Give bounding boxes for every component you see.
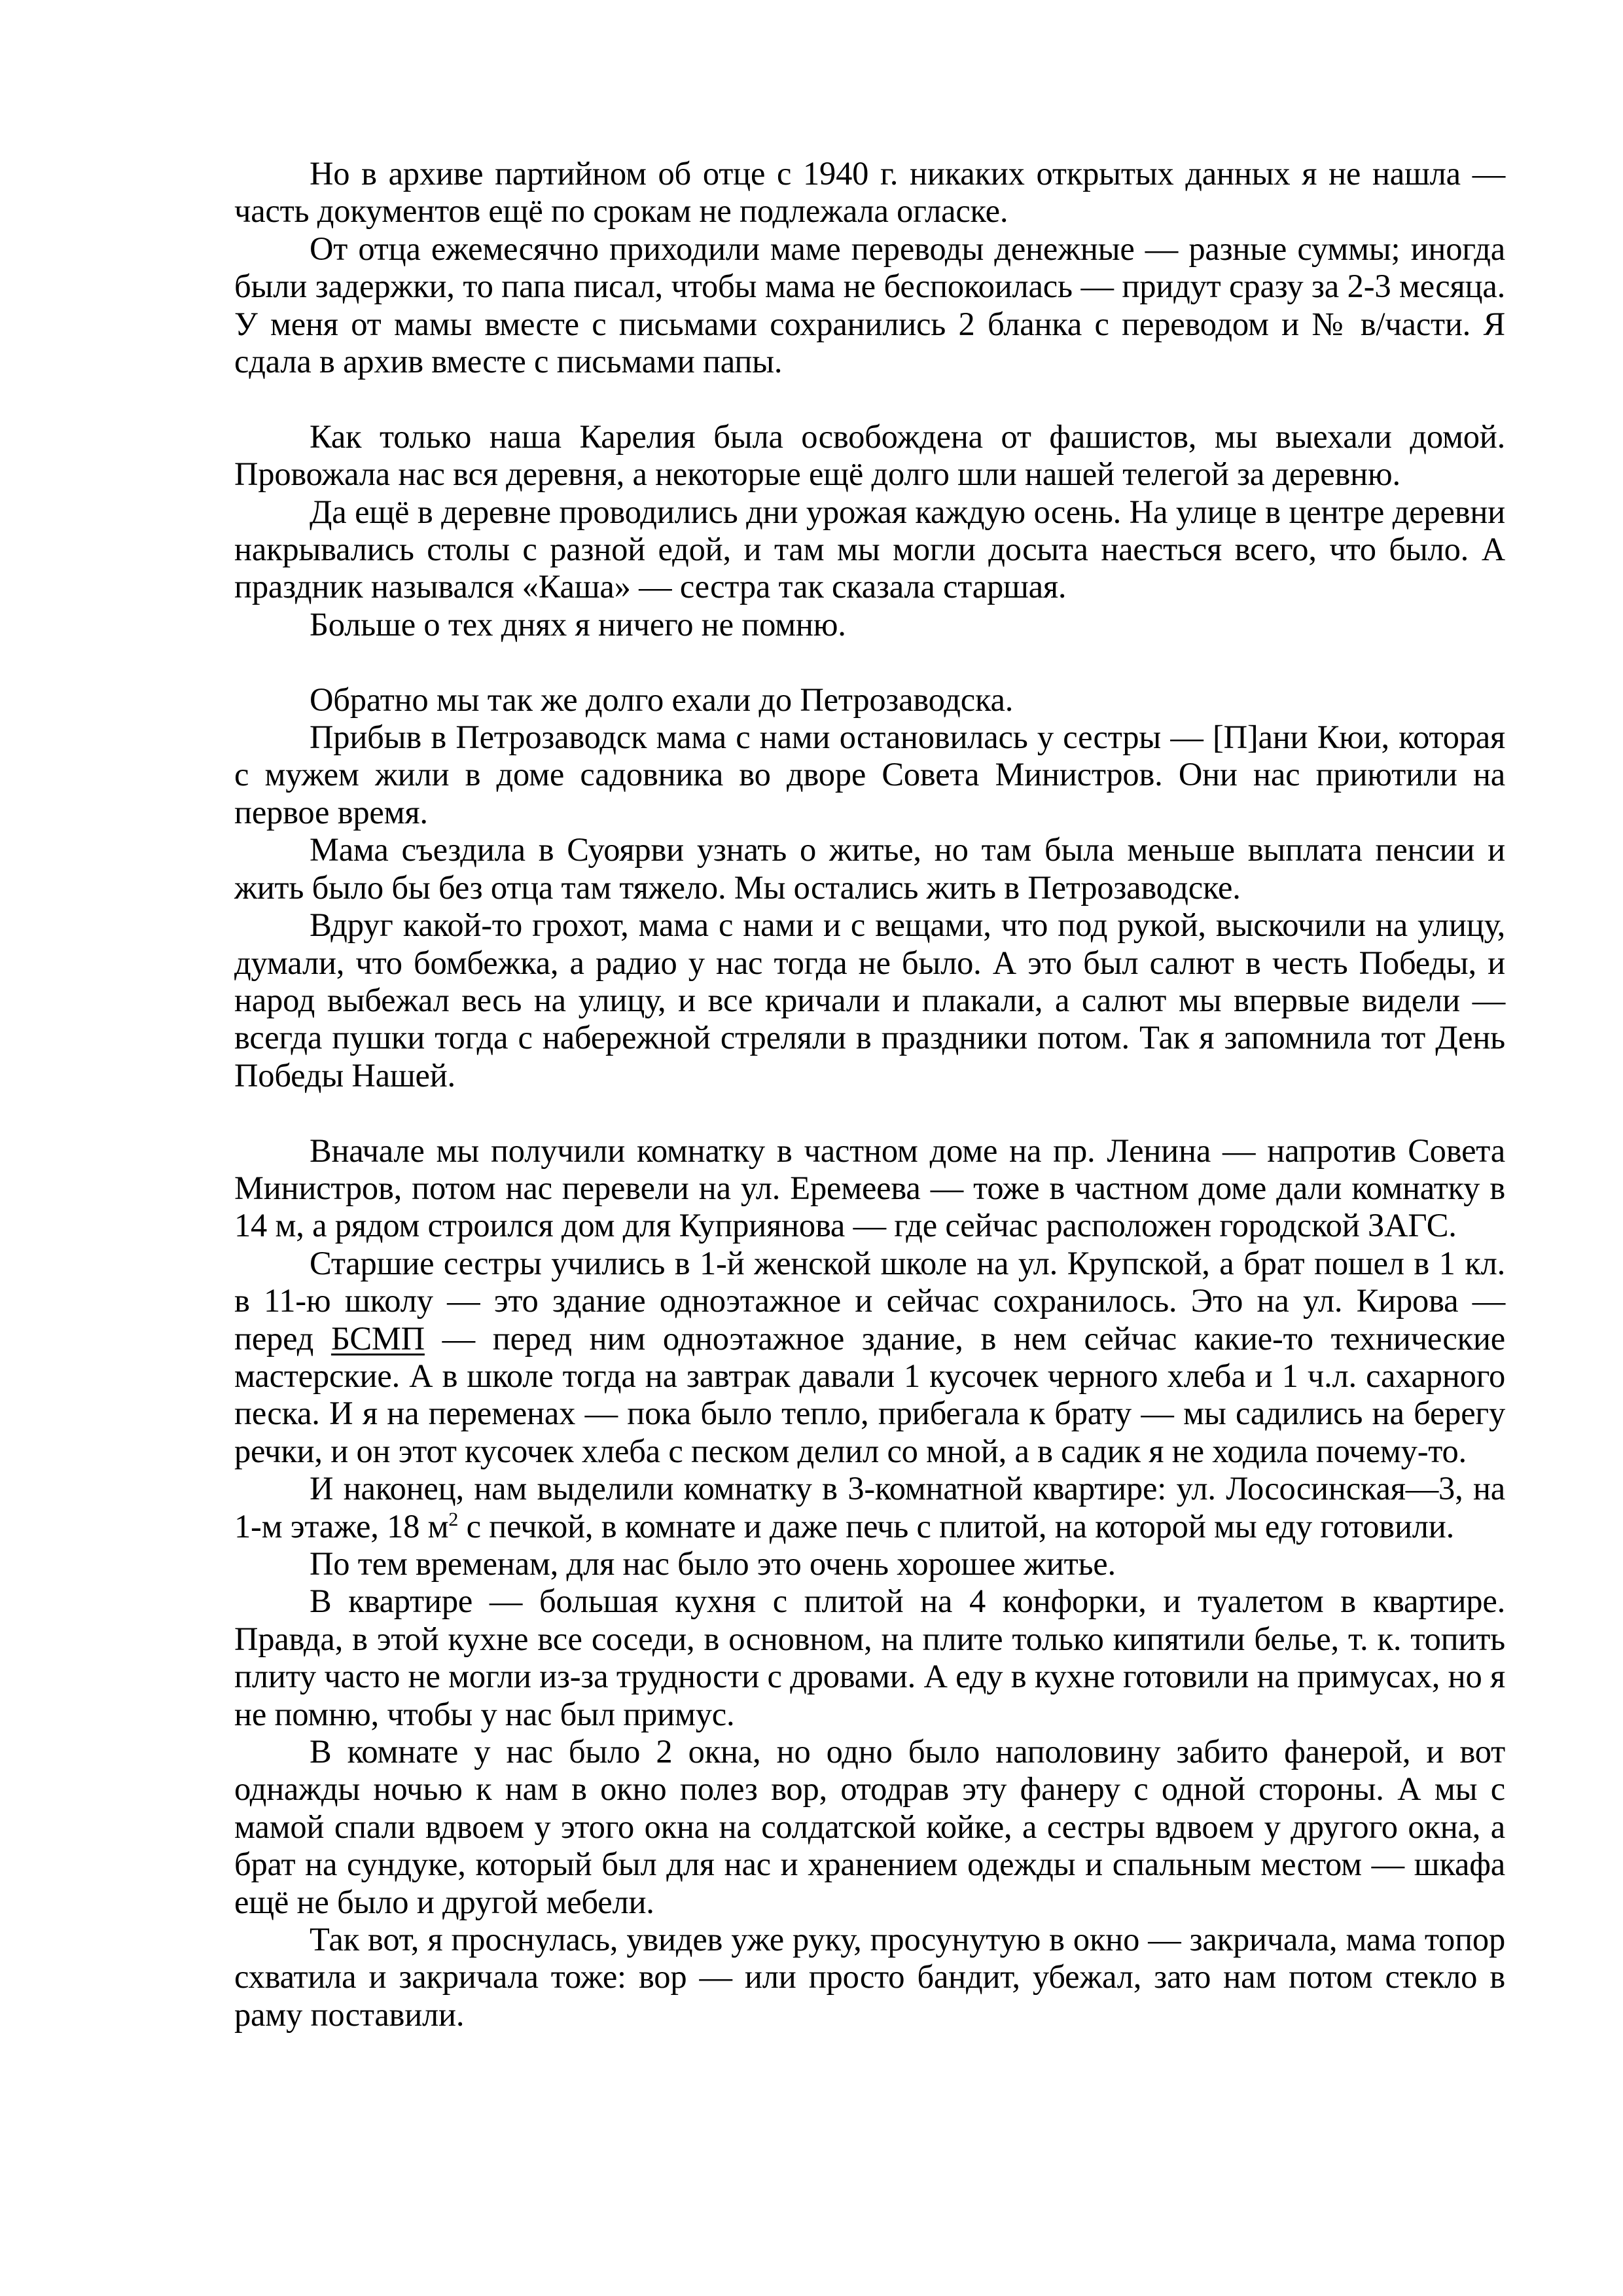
paragraph-karelia-liberated: Как только наша Карелия была освобождена от фашистов, мы выехали домой. Провожала нас вся деревня, а некоторые ещё долго шли нашей телегой за деревню. bbox=[234, 418, 1505, 493]
paragraph-harvest-days: Да ещё в деревне проводились дни урожая каждую осень. На улице в центре деревни накрывались столы с разной едой, и там мы могли досыта наесться всего, что было. А праздник назывался «Каша» — сестра так сказала старшая. bbox=[234, 493, 1505, 605]
paragraph-apartment-text-after: с печкой, в комнате и даже печь с плитой, на которой мы еду готовили. bbox=[458, 1507, 1455, 1545]
document-body bbox=[234, 155, 1505, 2034]
blank-line bbox=[234, 643, 1505, 681]
square-meter-superscript: 2 bbox=[448, 1508, 459, 1530]
paragraph-school bbox=[234, 1245, 1505, 1470]
paragraph-thief: Так вот, я проснулась, увидев уже руку, просунутую в окно — закричала, мама топор схватила и закричала тоже: вор — или просто бандит, убежал, зато нам потом стекло в раму поставили. bbox=[234, 1921, 1505, 2033]
paragraph-two-windows: В комнате у нас было 2 окна, но одно было наполовину забито фанерой, и вот однажды ночью к нам в окно полез вор, отодрав эту фанеру с одной стороны. А мы с мамой спали вдвоем у этого окна на солдатской койке, а сестры вдвоем у другого окна, а брат на сундуке, который был для нас и хранением одежды и спальным местом — шкафа ещё не было и другой мебели. bbox=[234, 1733, 1505, 1920]
paragraph-kitchen: В квартире — большая кухня с плитой на 4 конфорки, и туалетом в квартире. Правда, в этой кухне все соседи, в основном, на плите только кипятили белье, т. к. топить плиту часто не могли из-за трудности с дровами. А еду в кухне готовили на примусах, но я не помню, чтобы у нас был примус. bbox=[234, 1583, 1505, 1732]
paragraph-money-transfers: От отца ежемесячно приходили маме переводы денежные — разные суммы; иногда были задержки, то папа писал, чтобы мама не беспокоилась — придут сразу за 2-3 месяца. У меня от мамы вместе с письмами сохранились 2 бланка с переводом и № в/части. Я сдала в архив вместе с письмами папы. bbox=[234, 230, 1505, 380]
blank-line bbox=[234, 380, 1505, 418]
paragraph-school-text-after: — перед ним одноэтажное здание, в нем сейчас какие-то технические мастерские. А в школе тогда на завтрак давали 1 кусочек черного хлеба и 1 ч.л. сахарного песка. И я на переменах — пока было тепло, прибегала к брату — мы садились на берегу речки, и он этот кусочек хлеба с песком делил со мной, а в садик я не ходила почему-то. bbox=[234, 1319, 1505, 1469]
paragraph-first-room: Вначале мы получили комнатку в частном доме на пр. Ленина — напротив Совета Министров, потом нас перевели на ул. Еремеева — тоже в частном доме дали комнатку в 14 м, а рядом строился дом для Куприянова — где сейчас расположен городской ЗАГС. bbox=[234, 1132, 1505, 1244]
paragraph-archive: Но в архиве партийном об отце с 1940 г. никаких открытых данных я не нашла — часть документов ещё по срокам не подлежала огласке. bbox=[234, 155, 1505, 230]
paragraph-good-living: По тем временам, для нас было это очень хорошее житье. bbox=[310, 1545, 1116, 1582]
paragraph-back-to-petrozavodsk: Обратно мы так же долго ехали до Петрозаводска. bbox=[310, 681, 1014, 718]
paragraph-school-text-before: Старшие сестры учились в 1-й женской школе на ул. Крупской, а брат пошел в 1 кл. в 11-ю школу — это здание одноэтажное и сейчас сохранилось. Это на ул. Кирова — перед bbox=[234, 1244, 1505, 1357]
paragraph-victory-salute: Вдруг какой-то грохот, мама с нами и с вещами, что под рукой, выскочили на улицу, думали, что бомбежка, а радио у нас тогда не было. А это был салют в честь Победы, и народ выбежал весь на улицу, и все кричали и плакали, а салют мы впервые видели — всегда пушки тогда с набережной стреляли в праздники потом. Так я запомнила тот День Победы Нашей. bbox=[234, 906, 1505, 1094]
paragraph-arrival: Прибыв в Петрозаводск мама с нами остановилась у сестры — [П]ани Кюи, которая с мужем жили в доме садовника во дворе Совета Министров. Они нас приютили на первое время. bbox=[234, 719, 1505, 831]
paragraph-apartment-text-before: И наконец, нам выделили комнатку в 3-комнатной квартире: ул. Лососинская—3, на 1-м этаже, 18 м bbox=[234, 1470, 1505, 1545]
bsmp-link[interactable]: БСМП bbox=[330, 1319, 425, 1357]
blank-line bbox=[234, 1094, 1505, 1132]
paragraph-lososinskaya-apartment bbox=[234, 1470, 1505, 1545]
paragraph-suoyarvi: Мама съездила в Суоярви узнать о житье, но там была меньше выплата пенсии и жить было бы без отца там тяжело. Мы остались жить в Петрозаводске. bbox=[234, 831, 1505, 906]
paragraph-remember-nothing: Больше о тех днях я ничего не помню. bbox=[310, 605, 846, 643]
